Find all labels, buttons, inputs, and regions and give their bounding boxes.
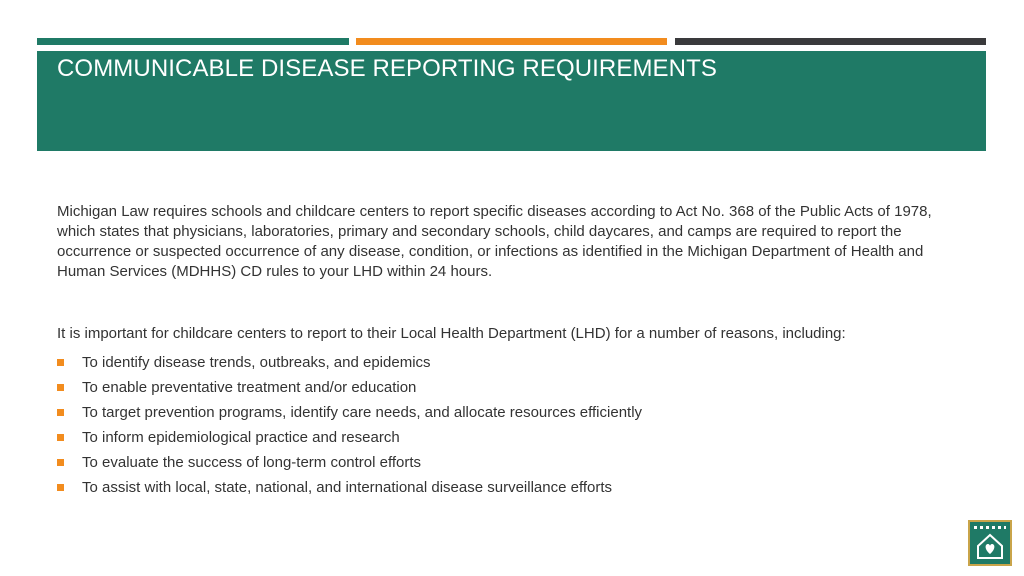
bullet-square-icon xyxy=(57,434,64,441)
list-item: To inform epidemiological practice and research xyxy=(57,428,957,453)
bullet-square-icon xyxy=(57,409,64,416)
list-item: To evaluate the success of long-term control efforts xyxy=(57,453,957,478)
slide-title: COMMUNICABLE DISEASE REPORTING REQUIREMENTS xyxy=(57,55,717,82)
paragraph-law: Michigan Law requires schools and childcare centers to report specific diseases according to Act No. 368 of the Public Acts of 1978, which states that physicians, laboratories, primary and secondary schools, child daycares, and camps are required to report the occurrence or suspected occurrence of any disease, condition, or infections as identified in the Michigan Department of Health and Human Services (MDHHS) CD rules to your LHD within 24 hours. xyxy=(57,203,932,280)
paragraph-reasons: It is important for childcare centers to report to their Local Health Department (LHD) for a number of reasons, including: xyxy=(57,325,846,342)
slide-content xyxy=(57,202,957,503)
accent-bar-dark xyxy=(675,38,986,45)
bullet-square-icon xyxy=(57,359,64,366)
list-item: To assist with local, state, national, and international disease surveillance efforts xyxy=(57,478,957,503)
house-heart-logo-icon xyxy=(968,520,1012,566)
accent-bar-orange xyxy=(356,38,667,45)
bullet-square-icon xyxy=(57,384,64,391)
list-item: To identify disease trends, outbreaks, and epidemics xyxy=(57,353,957,378)
list-item: To target prevention programs, identify care needs, and allocate resources efficiently xyxy=(57,403,957,428)
accent-bar-green xyxy=(37,38,349,45)
bullet-square-icon xyxy=(57,459,64,466)
bullet-square-icon xyxy=(57,484,64,491)
title-band xyxy=(37,51,986,151)
reasons-list xyxy=(57,353,957,503)
list-item: To enable preventative treatment and/or education xyxy=(57,378,957,403)
